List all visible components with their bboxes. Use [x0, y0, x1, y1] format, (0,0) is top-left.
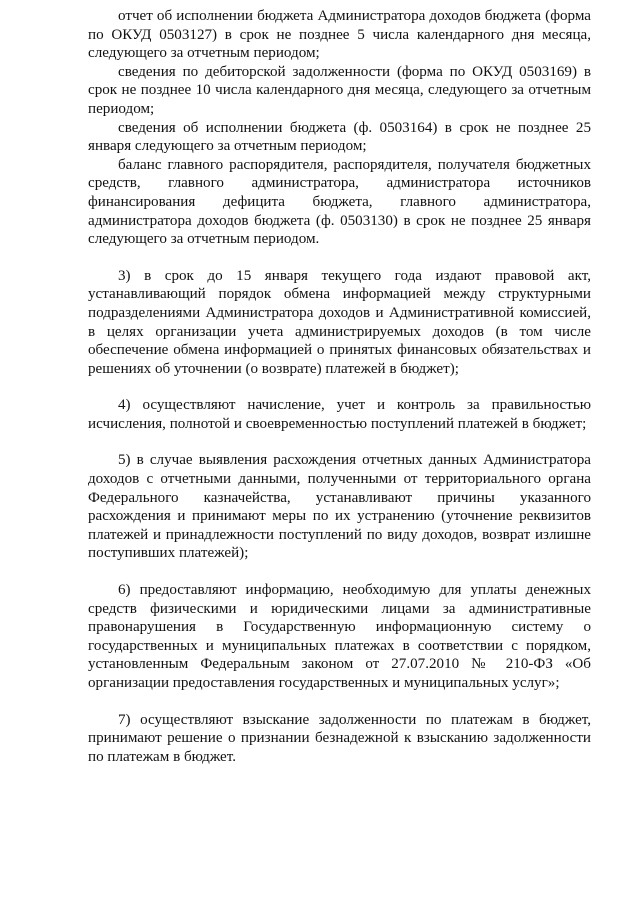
paragraph-debt-0503169: сведения по дебиторской задолженности (форма по ОКУД 0503169) в срок не позднее 10 числа календарного дня месяца, следующего за отчетным периодом; [88, 63, 591, 117]
paragraph-budget-0503164: сведения об исполнении бюджета (ф. 0503164) в срок не позднее 25 января следующего за отчетным периодом; [88, 119, 591, 155]
paragraph-item-7: 7) осуществляют взыскание задолженности по платежам в бюджет, принимают решение о признании безнадежной к взысканию задолженности по платежам в бюджет. [88, 711, 591, 765]
paragraph-item-6: 6) предоставляют информацию, необходимую для уплаты денежных средств физическими и юридическими лицами за административные правонарушения в Государственную информационную систему о государственных и муниципальных платежах в соответствии с порядком, установленным Федеральным законом от 27.07.2010 № 210-ФЗ «Об организации предоставления государственных и муниципальных услуг»; [88, 582, 591, 691]
paragraph-item-4: 4) осуществляют начисление, учет и контроль за правильностью исчисления, полнотой и своевременностью поступлений платежей в бюджет; [88, 397, 591, 432]
paragraph-report-0503127: отчет об исполнении бюджета Администратора доходов бюджета (форма по ОКУД 0503127) в срок не позднее 5 числа календарного дня месяца, следующего за отчетным периодом; [88, 8, 591, 62]
paragraph-item-5: 5) в случае выявления расхождения отчетных данных Администратора доходов с отчетными данными, полученными от территориального органа Федерального казначейства, устанавливают причины указанного расхождения и принимают меры по их устранению (уточнение реквизитов платежей и принадлежности поступлений по виду доходов, возврат излишне поступивших платежей); [88, 452, 591, 562]
document-page [88, 7, 591, 766]
paragraph-balance-0503130: баланс главного распорядителя, распорядителя, получателя бюджетных средств, главного администратора, администратора источников финансирования дефицита бюджета, главного администратора, администратора доходов бюджета (ф. 0503130) в срок не позднее 25 января следующего за отчетным периодом. [88, 156, 591, 248]
paragraph-item-3: 3) в срок до 15 января текущего года издают правовой акт, устанавливающий порядок обмена информацией между структурными подразделениями Администратора доходов и Административной комиссией, в целях организации учета администрируемых доходов (в том числе обеспечение обмена информацией о принятых финансовых обязательствах и решениях об уточнении (о возврате) платежей в бюджет); [88, 267, 591, 377]
